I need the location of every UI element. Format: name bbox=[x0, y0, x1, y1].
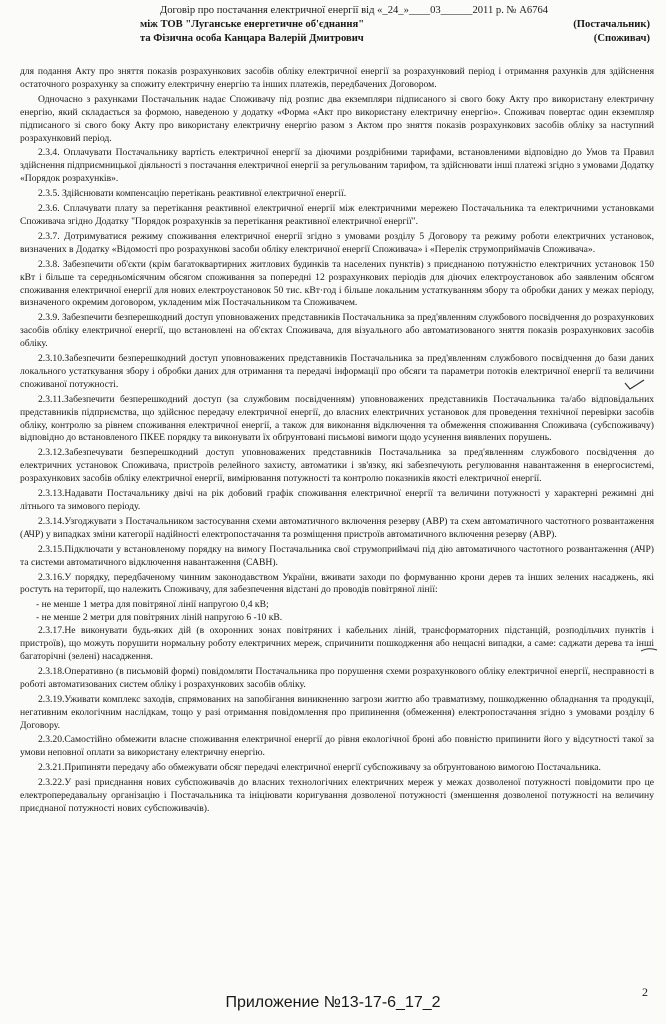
list-item: - не менше 1 метра для повітряної лінії напругою 0,4 кВ; bbox=[36, 599, 269, 611]
paragraph: 2.3.18.Оперативно (в письмовій формі) повідомляти Постачальника про порушення схеми розрахункового обліку електричної енергії, несправності в роботі автоматизованих систем обліку і розрахункових засобів обліку. bbox=[20, 665, 654, 690]
paragraph: 2.3.6. Сплачувати плату за перетікання реактивної електричної енергії між електричними мережею Постачальника та електричними установками Споживача згідно Додатку "Порядок розрахунків за перетікання реактивної електричної енергії". bbox=[20, 203, 654, 227]
paragraph: 2.3.13.Надавати Постачальнику двічі на рік добовий графік споживання електричної енергії та величини потужності у характерні режимні дні літнього та зимового періоду. bbox=[20, 488, 654, 512]
paragraph: 2.3.9. Забезпечити безперешкодний доступ уповноважених представників Постачальника за пред'явленням службового посвідчення до розрахункових засобів обліку електричної енергії, що встановлені на об'єктах Споживача, для візуального або автоматизованого зняття показів розрахункових засобів обліку. bbox=[20, 312, 654, 350]
paragraph: 2.3.10.Забезпечити безперешкодний доступ уповноважених представників Постачальника за пред'явленням службового посвідчення до бази даних локального устаткування збору і обробки даних для отримання та передачі інформації про обсяги та параметри потоків електричної енергії та величини споживаної потужності. bbox=[20, 353, 654, 390]
contract-header bbox=[140, 4, 650, 46]
paragraph: 2.3.11.Забезпечити безперешкодний доступ (за службовим посвідченням) уповноважених представників Постачальника та/або відповідальних представників підприємства, що здійснює передачу електричної енергії, до власних електричних установок для проведення технічної перевірки засобів обліку, контролю за рівнем споживання електричної енергії, а також для виконання відключення та обмеження споживання Споживача (субспоживачу) відповідно до встановленого ПКЕЕ порядку та виконувати їх обґрунтовані письмові вимоги щодо усунення виявлених порушень. bbox=[20, 393, 654, 444]
paragraph: 2.3.22.У разі приєднання нових субспоживачів до власних технологічних електричних мереж у межах дозволеної потужності повідомити про це електропередавальну організацію і Постачальника та ініціювати коригування дозволеної потужності (зменшення дозволеної потужності на величину приєднаної потужності нових субспоживачів). bbox=[20, 777, 654, 814]
paragraph: 2.3.7. Дотримуватися режиму споживання електричної енергії згідно з умовами розділу 5 Договору та режиму роботи електричних установок, визначених в Додатку «Відомості про розрахункові засоби обліку електричної енергії Споживача» і «Перелік струмоприймачів Споживача». bbox=[20, 230, 654, 255]
paragraph: 2.3.4. Оплачувати Постачальнику вартість електричної енергії за діючими роздрібними тарифами, встановленими відповідно до Умов та Правил здійснення підприємницької діяльності з постачання електричної енергії за регульованим тарифом, та здійснювати інші платежі згідно з умовами Додатку «Порядок розрахунків». bbox=[20, 147, 654, 185]
consumer-role: (Споживач) bbox=[593, 33, 650, 44]
paragraph: для подання Акту про зняття показів розрахункових засобів обліку електричної енергії за розрахунковий період і отримання рахунків для здійснення остаточного розрахунку за спожиту електричну енергію та інших платежів, передбачених Договором. bbox=[20, 66, 654, 90]
paragraph: 2.3.21.Припиняти передачу або обмежувати обсяг передачі електричної енергії субспоживачу за обґрунтованою вимогою Постачальника. bbox=[38, 762, 601, 774]
paragraph: 2.3.14.Узгоджувати з Постачальником застосування схеми автоматичного включення резерву (АВР) та схем автоматичного частотного розвантаження (АЧР) у випадках зміни категорії надійності електропостачання та розміщення пристроїв автоматичного включення резерву (АВР). bbox=[20, 515, 654, 540]
consumer-name: та Фізична особа Канцара Валерій Дмитрович bbox=[140, 33, 364, 44]
paragraph: 2.3.20.Самостійно обмежити власне споживання електричної енергії до рівня екологічної броні або повністю припинити його у відсутності такої за умови неповної оплати за використану електричну енергію. bbox=[20, 734, 654, 759]
contract-title: Договір про постачання електричної енергії від «_24_»____03______2011 р. № А6764 bbox=[160, 5, 549, 16]
paragraph: 2.3.17.Не виконувати будь-яких дій (в охоронних зонах повітряних і кабельних ліній, трансформаторних підстанцій, розподільчих пунктів і пристроїв), що можуть порушити нормальну роботу електричних мереж, спричинити пошкодження або нещасні випадки, а саме: саджати дерева та інші багаторічні (зелені) насадження. bbox=[20, 625, 654, 662]
page-footer: Приложение №13-17-6_17_2 bbox=[225, 994, 441, 1011]
paragraph: 2.3.8. Забезпечити об'єкти (крім багатоквартирних житлових будинків та населених пунктів) з приєднаною потужністю електричних установок 150 кВт і більше та середньомісячним обсягом споживання за попередні 12 розрахункових періодів для діючих електроустановок або заявленим обсягом споживання електричної енергії для нових електроустановок 50 тис. кВт·год і більше локальним устаткуванням збору та обробки даних у межах періоду, визначеного окремим договором, укладеним між Постачальником та Споживачем. bbox=[20, 258, 654, 309]
check-mark-icon bbox=[624, 378, 646, 392]
paragraph: 2.3.19.Уживати комплекс заходів, спрямованих на запобігання виникненню загрози життю або травматизму, пошкодженню обладнання та продукції, негативним екологічним наслідкам, тощо у разі отримання повідомлення про припинення (обмеження) електропостачання згідно з умовами розділу 6 Договору. bbox=[20, 693, 654, 731]
supplier-role: (Постачальник) bbox=[573, 19, 650, 30]
supplier-name: між ТОВ "Луганське енергетичне об'єднання" bbox=[140, 19, 365, 30]
paragraph: 2.3.5. Здійснювати компенсацію перетікань реактивної електричної енергії. bbox=[38, 188, 347, 200]
pen-mark-icon bbox=[640, 646, 658, 654]
list-item: - не менше 2 метри для повітряних ліній напругою 6 -10 кВ. bbox=[36, 612, 283, 624]
page-number: 2 bbox=[642, 985, 648, 999]
document-body bbox=[20, 66, 654, 818]
paragraph: 2.3.15.Підключати у встановленому порядку на вимогу Постачальника свої струмоприймачі під дію автоматичного частотного розвантаження (АЧР) та системи автоматичного відключення навантаження (САВН). bbox=[20, 543, 654, 568]
paragraph: 2.3.16.У порядку, передбаченому чинним законодавством України, вживати заходи по формуванню крони дерев та інших зелених насаджень, які ростуть на території, що належить Споживачу, для забезпечення відстані до проводів повітряної лінії: bbox=[20, 571, 654, 596]
paragraph: Одночасно з рахунками Постачальник надає Споживачу під розпис два екземпляри підписаного зі свого боку Акту про використану електричну енергію, який складається за формою, наведеною у додатку «Форма «Акт про використану електричну енергію». Споживач повертає один екземпляр підписаного зі свого боку Акту про використану електричну енергію разом з Актом про зняття показів розрахункових засобів обліку за наступний розрахунковий період. bbox=[20, 93, 654, 144]
paragraph: 2.3.12.Забезпечувати безперешкодний доступ уповноважених представників Постачальника за пред'явленням службового посвідчення до електричних установок Споживача, пристроїв релейного захисту, автоматики і зв'язку, які забезпечують регулювання навантаження в енергосистемі, розрахункових засобів обліку електричної енергії, вимірювання потужності та контролю показників якості електричної енергії. bbox=[20, 447, 654, 485]
